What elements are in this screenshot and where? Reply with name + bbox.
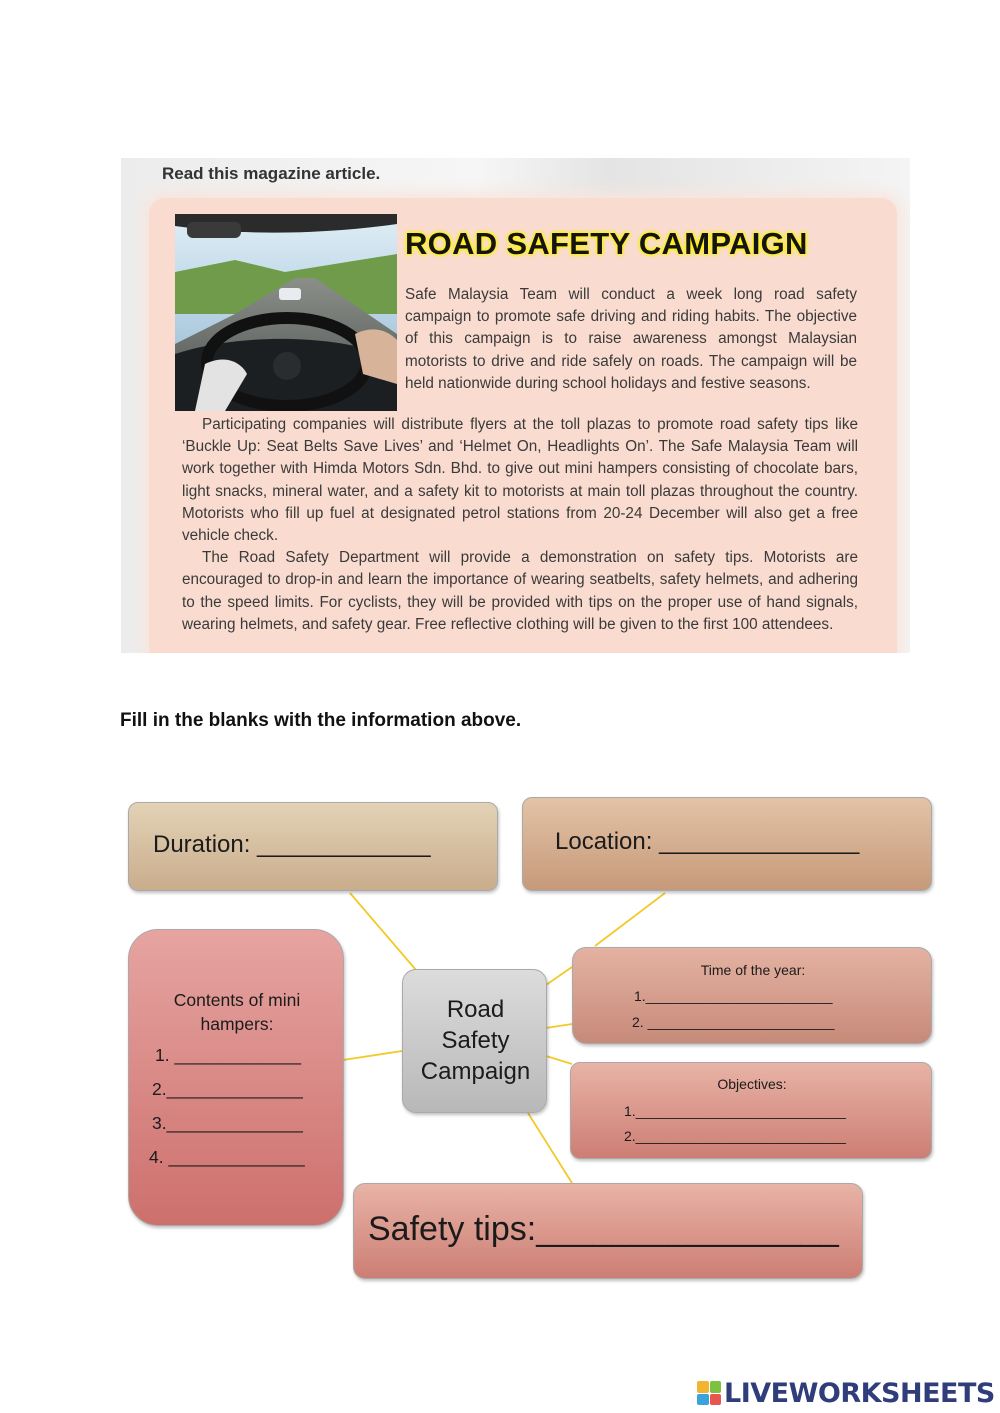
- hampers-box: [128, 929, 344, 1226]
- hampers-blank-1[interactable]: 1. _____________: [155, 1045, 301, 1065]
- hampers-blank-3[interactable]: 3.______________: [152, 1113, 303, 1133]
- safety-tips-blank[interactable]: Safety tips:________________: [368, 1210, 839, 1248]
- location-box: [522, 797, 932, 891]
- article-headline: ROAD SAFETY CAMPAIGN: [405, 226, 808, 261]
- duration-blank[interactable]: Duration: _____________: [153, 831, 431, 858]
- hampers-title: [129, 988, 345, 1036]
- time-of-year-box: [572, 947, 932, 1044]
- time-of-year-title: Time of the year:: [700, 962, 806, 978]
- time-of-year-blank-1[interactable]: 1.________________________: [634, 988, 833, 1004]
- hampers-title-line-1: Contents of mini: [173, 990, 301, 1010]
- duration-box: [128, 802, 498, 891]
- objectives-blank-1[interactable]: 1.___________________________: [624, 1103, 846, 1119]
- safety-tips-box: [353, 1183, 863, 1279]
- article-paragraph-3: The Road Safety Department will provide a demonstration on safety tips. Motorists are encouraged to drop-in and learn the importance of wearing seatbelts, safety helmets, and adhering to the speed limits. For cyclists, they will be provided with tips on the proper use of hand signals, wearing helmets, and safety gear. Free reflective clothing will be given to the first 100 attendees.: [182, 549, 858, 633]
- time-of-year-blank-2[interactable]: 2. ________________________: [632, 1014, 835, 1030]
- instruction-text: Fill in the blanks with the information above.: [120, 710, 522, 731]
- hampers-blank-2[interactable]: 2.______________: [152, 1079, 303, 1099]
- article-paragraph-1: Safe Malaysia Team will conduct a week long road safety campaign to promote safe driving and riding habits. The objective of this campaign is to raise awareness amongst Malaysian motorists to drive and ride safely on roads. The campaign will be held nationwide during school holidays and festive seasons.: [405, 286, 857, 392]
- objectives-blank-2[interactable]: 2.___________________________: [624, 1128, 846, 1144]
- liveworksheets-logo-text: LIVEWORKSHEETS: [724, 1377, 995, 1409]
- location-blank[interactable]: Location: _______________: [555, 828, 860, 855]
- center-topic-box: [402, 969, 547, 1113]
- center-word-2: Safety: [441, 1027, 510, 1054]
- objectives-box: [570, 1062, 932, 1159]
- hampers-title-line-2: hampers:: [200, 1014, 274, 1034]
- objectives-title: Objectives:: [717, 1076, 787, 1092]
- center-topic-label: [403, 994, 548, 1087]
- hampers-blank-4[interactable]: 4. ______________: [149, 1147, 305, 1167]
- article-intro: Read this magazine article.: [162, 164, 381, 183]
- liveworksheets-logo-icon: [697, 1381, 721, 1405]
- center-word-1: Road: [446, 996, 505, 1023]
- liveworksheets-logo: [697, 1378, 995, 1408]
- article-paragraph-2: Participating companies will distribute flyers at the toll plazas to promote road safety tips like ‘Buckle Up: Seat Belts Save Lives’ and ‘Helmet On, Headlights On’. The Safe Malaysia Team will work together with Himda Motors Sdn. Bhd. to give out mini hampers consisting of chocolate bars, light snacks, mineral water, and a safety kit to motorists at main toll plazas throughout the country. Motorists who fill up fuel at designated petrol stations from 20-24 December will also get a free vehicle check.: [182, 416, 858, 545]
- center-word-3: Campaign: [420, 1058, 531, 1085]
